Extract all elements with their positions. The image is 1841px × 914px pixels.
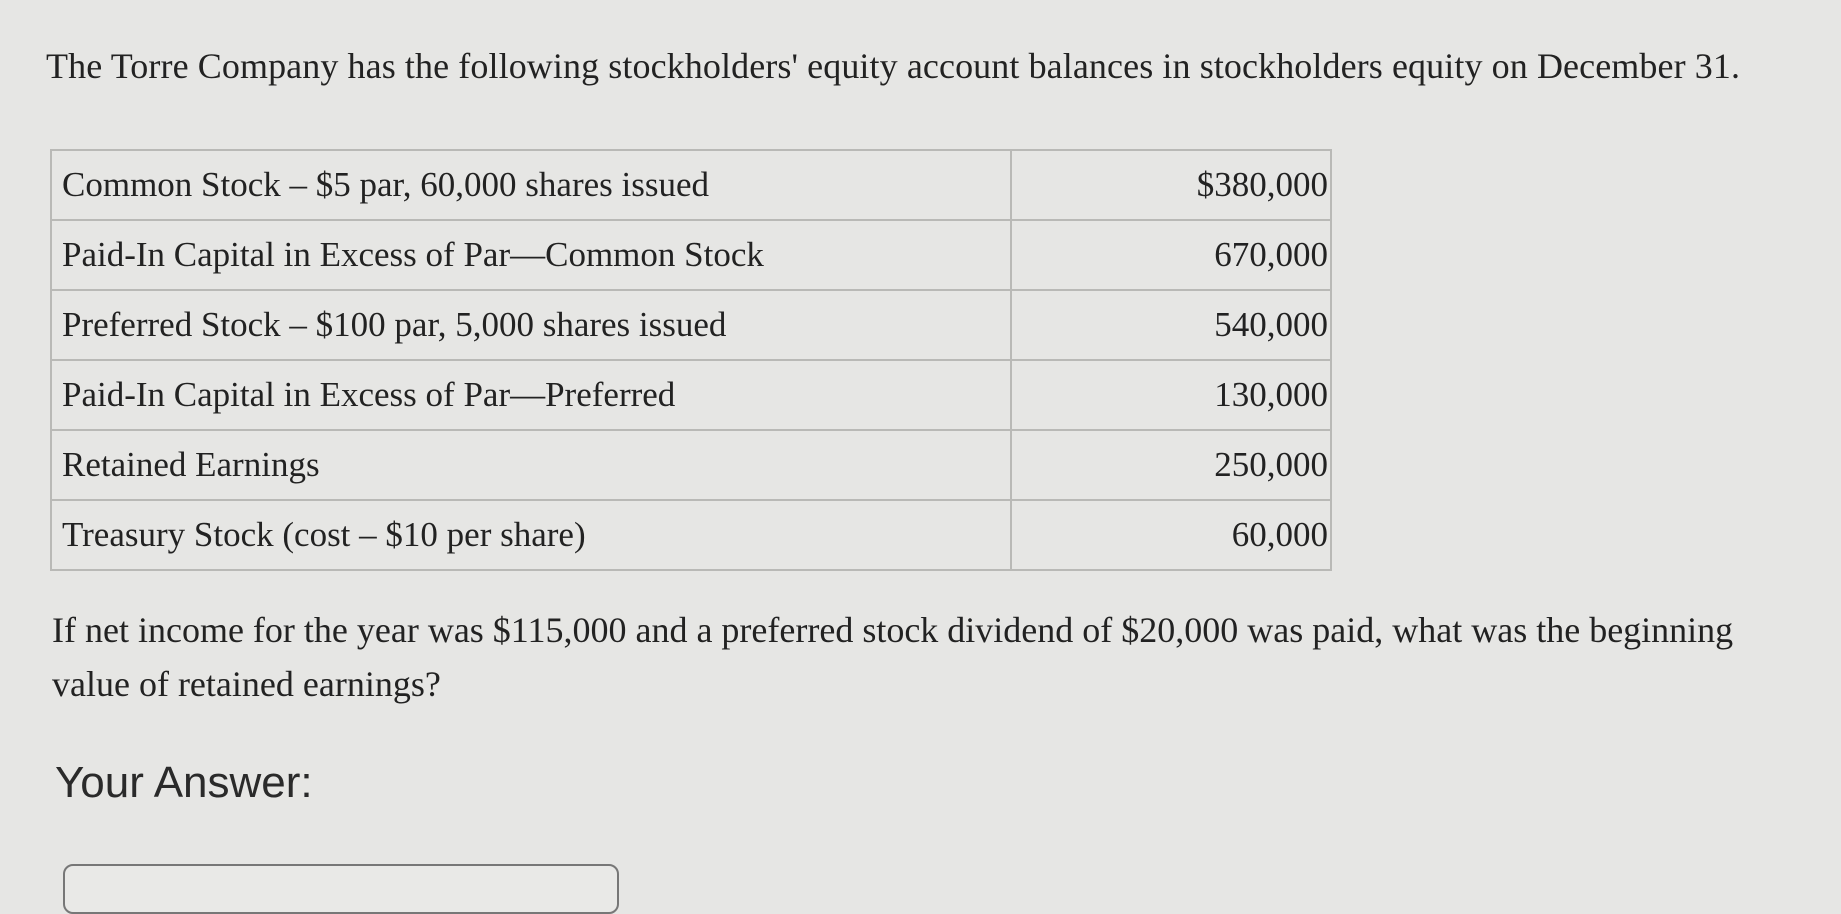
followup-question: If net income for the year was $115,000 and a preferred stock dividend of $20,000 was paid, what was the beginning value of retained earnings? bbox=[52, 610, 1734, 704]
table-row bbox=[51, 500, 1331, 570]
amount-cell: 130,000 bbox=[1011, 360, 1331, 430]
amount-cell: 250,000 bbox=[1011, 430, 1331, 500]
account-name-cell: Paid-In Capital in Excess of Par—Preferred bbox=[51, 360, 1011, 430]
amount-cell: 60,000 bbox=[1011, 500, 1331, 570]
amount-cell: 670,000 bbox=[1011, 220, 1331, 290]
answer-input[interactable] bbox=[63, 864, 619, 914]
account-name-cell: Preferred Stock – $100 par, 5,000 shares issued bbox=[51, 290, 1011, 360]
account-name-cell: Paid-In Capital in Excess of Par—Common Stock bbox=[51, 220, 1011, 290]
amount-cell: $380,000 bbox=[1011, 150, 1331, 220]
table-row bbox=[51, 220, 1331, 290]
account-name-cell: Common Stock – $5 par, 60,000 shares issued bbox=[51, 150, 1011, 220]
answer-label: Your Answer: bbox=[55, 758, 313, 807]
amount-cell: 540,000 bbox=[1011, 290, 1331, 360]
equity-balances-table bbox=[50, 149, 1332, 571]
table-row bbox=[51, 290, 1331, 360]
question-prompt: The Torre Company has the following stockholders' equity account balances in stockholders equity on December 31. bbox=[46, 46, 1741, 86]
table-row bbox=[51, 360, 1331, 430]
table-row bbox=[51, 150, 1331, 220]
table-row bbox=[51, 430, 1331, 500]
account-name-cell: Treasury Stock (cost – $10 per share) bbox=[51, 500, 1011, 570]
account-name-cell: Retained Earnings bbox=[51, 430, 1011, 500]
